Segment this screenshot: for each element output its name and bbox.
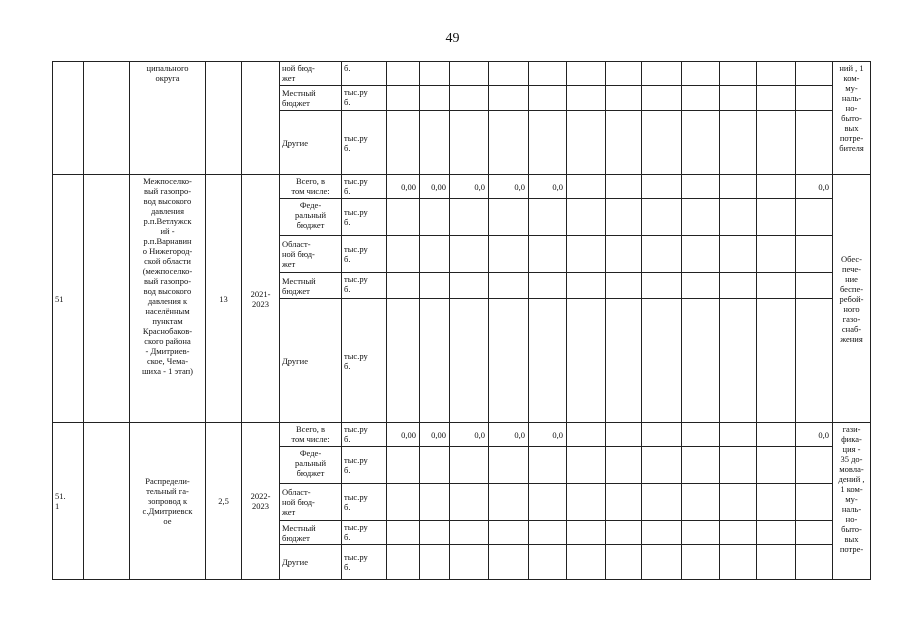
source-cell: Местный бюджет (280, 521, 342, 545)
cell-empty (84, 175, 130, 423)
source-cell: Местный бюджет (280, 273, 342, 299)
value-cell: 0,00 (420, 423, 450, 447)
source-cell: ной бюд- жет (280, 62, 342, 86)
program-table (52, 61, 871, 580)
item-number-cell: 51. 1 (53, 423, 84, 580)
length-cell: 2,5 (206, 423, 242, 580)
unit-cell: тыс.ру б. (342, 447, 387, 484)
table-row (53, 62, 871, 86)
object-name-cell: Распредели- тельный га- зопровод к с.Дмитриевск ое (130, 423, 206, 580)
value-cell: 0,0 (796, 423, 833, 447)
result-cell: гази- фика- ция - 35 до- мовла- дений , 1 ком- му- наль- но- быто- вых потре- (833, 423, 871, 580)
years-cell: 2021- 2023 (242, 175, 280, 423)
unit-cell: тыс.ру б. (342, 545, 387, 580)
object-name-cell: Межпоселко- вый газопро- вод высокого давления р.п.Ветлужск ий - р.п.Варнавин о Нижегород- ской области (межпоселко- вый газопро- вод высокого давления к населённым пунктам Краснобаков- ского района - Дмитриев- ское, Чема- шиха - 1 этап) (130, 175, 206, 423)
source-cell: Другие (280, 111, 342, 175)
object-name-cell: ципального округа (130, 62, 206, 175)
length-cell: 13 (206, 175, 242, 423)
unit-cell: тыс.ру б. (342, 175, 387, 199)
unit-cell: тыс.ру б. (342, 111, 387, 175)
cell-empty (206, 62, 242, 175)
source-cell: Област- ной бюд- жет (280, 484, 342, 521)
value-cell: 0,0 (529, 175, 567, 199)
source-cell: Феде- ральный бюджет (280, 447, 342, 484)
unit-cell: тыс.ру б. (342, 273, 387, 299)
value-cell: 0,00 (387, 175, 420, 199)
source-cell: Всего, в том числе: (280, 423, 342, 447)
unit-cell: тыс.ру б. (342, 521, 387, 545)
value-cell: 0,00 (420, 175, 450, 199)
cell-empty (53, 62, 84, 175)
source-cell: Другие (280, 545, 342, 580)
value-cell: 0,0 (450, 175, 489, 199)
value-cell: 0,0 (450, 423, 489, 447)
value-cell: 0,00 (387, 423, 420, 447)
cell-empty (84, 423, 130, 580)
unit-cell: тыс.ру б. (342, 199, 387, 236)
unit-cell: б. (342, 62, 387, 86)
value-cell: 0,0 (489, 423, 529, 447)
source-cell: Местный бюджет (280, 86, 342, 111)
value-cell: 0,0 (796, 175, 833, 199)
value-cell: 0,0 (529, 423, 567, 447)
value-cell: 0,0 (489, 175, 529, 199)
page-number: 49 (445, 31, 460, 46)
unit-cell: тыс.ру б. (342, 86, 387, 111)
cell-empty (84, 62, 130, 175)
unit-cell: тыс.ру б. (342, 484, 387, 521)
unit-cell: тыс.ру б. (342, 299, 387, 423)
unit-cell: тыс.ру б. (342, 236, 387, 273)
table-row (53, 423, 871, 447)
result-cell: Обес- пече- ние беспе- ребой- ного газо- снаб- жения (833, 175, 871, 423)
source-cell: Област- ной бюд- жет (280, 236, 342, 273)
result-cell: ний , 1 ком- му- наль- но- быто- вых потре- бителя (833, 62, 871, 175)
table-row (53, 175, 871, 199)
years-cell: 2022- 2023 (242, 423, 280, 580)
unit-cell: тыс.ру б. (342, 423, 387, 447)
source-cell: Всего, в том числе: (280, 175, 342, 199)
source-cell: Феде- ральный бюджет (280, 199, 342, 236)
source-cell: Другие (280, 299, 342, 423)
cell-empty (242, 62, 280, 175)
item-number-cell: 51 (53, 175, 84, 423)
